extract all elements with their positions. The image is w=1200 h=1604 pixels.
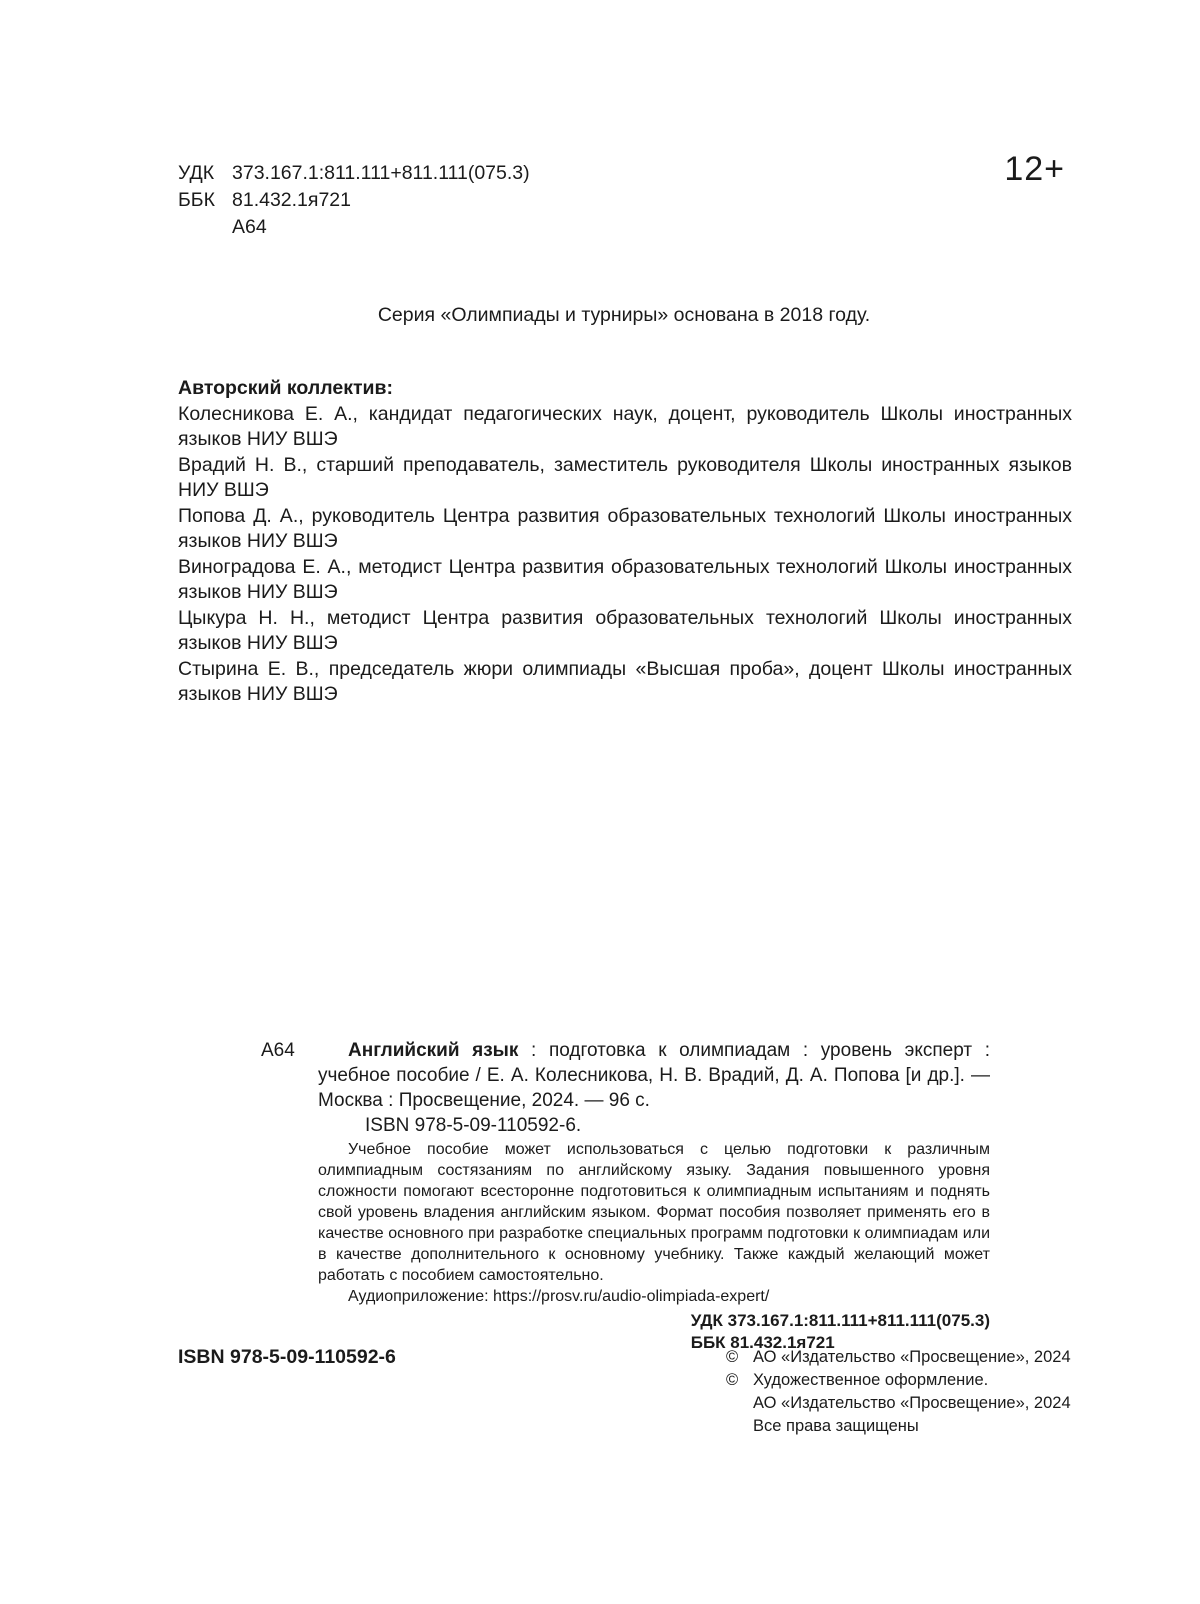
copyright-line [726,1392,1071,1415]
audio-supplement-line: Аудиоприложение: https://prosv.ru/audio-olimpiada-expert/ [348,1288,770,1305]
bbk-row [178,187,530,214]
card-bbk-line: ББК 81.432.1я721 [690,1333,835,1352]
book-title: Английский язык [348,1040,519,1061]
author-sign-spacer [178,214,232,241]
author-entry: Виноградова Е. А., методист Центра развития образовательных технологий Школы иностранных языков НИУ ВШЭ [178,555,1072,603]
copyright-text: АО «Издательство «Просвещение», 2024 [753,1394,1071,1412]
copyright-line [726,1346,1071,1369]
bibliographic-details: : подготовка к олимпиадам : уровень эксперт : учебное пособие / Е. А. Колесникова, Н. В. Врадий, Д. А. Попова [и др.]. — Москва : Просвещение, 2024. — 96 с. [318,1040,990,1111]
footer-isbn: ISBN 978-5-09-110592-6 [178,1346,396,1368]
copyright-text: Все права защищены [753,1417,919,1435]
bbk-value: 81.432.1я721 [232,189,351,211]
series-note: Серия «Олимпиады и турниры» основана в 2018 году. [377,304,871,326]
author-entry: Стырина Е. В., председатель жюри олимпиады «Высшая проба», доцент Школы иностранных языков НИУ ВШЭ [178,657,1072,705]
annotation-text: Учебное пособие может использоваться с целью подготовки к различным олимпиадным состязаниям по английскому языку. Задания повышенного уровня сложности помогают всесторонне подготовиться к олимпиадным испытаниям и поднять свой уровень владения английским языком. Формат пособия позволяет применять его в качестве основного при разработке специальных программ подготовки к олимпиадам или в качестве дополнительного к основному учебнику. Также каждый желающий может работать с пособием самостоятельно. [318,1141,990,1284]
copyright-text: АО «Издательство «Просвещение», 2024 [753,1348,1071,1366]
author-sign-value: А64 [232,216,267,238]
udk-label: УДК [178,162,215,184]
copyright-symbol [726,1392,753,1415]
catalog-card [261,1038,990,1354]
classification-codes [178,160,530,241]
author-entry: Цыкура Н. Н., методист Центра развития образовательных технологий Школы иностранных языков НИУ ВШЭ [178,606,1072,654]
udk-row [178,160,530,187]
udk-value: 373.167.1:811.111+811.111(075.3) [232,162,530,184]
authors-block [178,376,1072,708]
catalog-card-code: А64 [261,1040,295,1061]
copyright-text: Художественное оформление. [753,1371,989,1389]
copyright-block [726,1346,1071,1438]
author-sign-row [178,214,530,241]
copyright-symbol [726,1415,753,1438]
bbk-label: ББК [178,189,215,211]
authors-heading: Авторский коллектив: [178,377,393,399]
age-rating-badge: 12+ [1004,150,1065,188]
copyright-line [726,1369,1071,1392]
author-entry: Врадий Н. В., старший преподаватель, заместитель руководителя Школы иностранных языков НИУ ВШЭ [178,453,1072,501]
bibliographic-description [318,1038,990,1113]
copyright-line [726,1415,1071,1438]
copyright-symbol: © [726,1371,739,1389]
copyright-symbol: © [726,1348,739,1366]
author-entry: Попова Д. А., руководитель Центра развития образовательных технологий Школы иностранных языков НИУ ВШЭ [178,504,1072,552]
author-entry: Колесникова Е. А., кандидат педагогических наук, доцент, руководитель Школы иностранных языков НИУ ВШЭ [178,402,1072,450]
card-udk-line: УДК 373.167.1:811.111+811.111(075.3) [690,1311,990,1330]
card-isbn-line: ISBN 978-5-09-110592-6. [365,1115,582,1136]
